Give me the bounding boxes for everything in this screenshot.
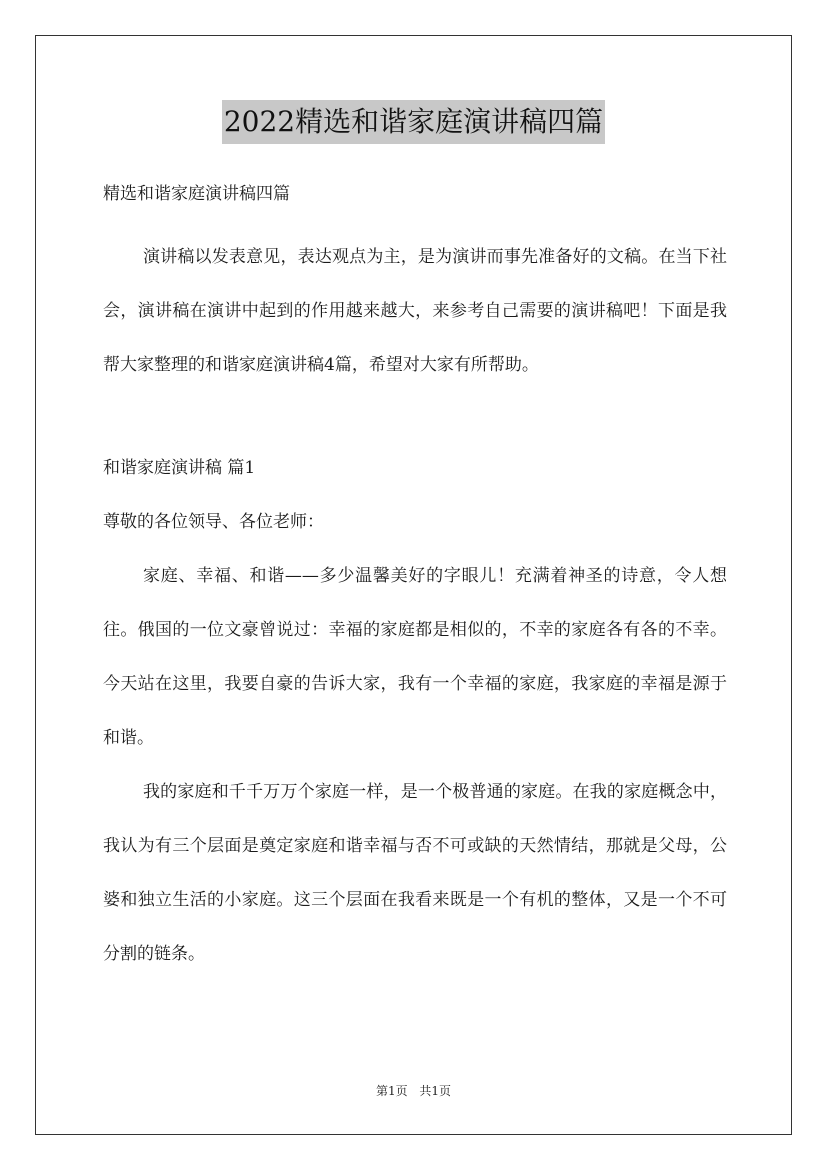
intro-paragraph: 演讲稿以发表意见，表达观点为主，是为演讲而事先准备好的文稿。在当下社会，演讲稿在演讲中起到的作用越来越大，来参考自己需要的演讲稿吧！下面是我帮大家整理的和谐家庭演讲稿4篇，希望对大家有所帮助。 bbox=[103, 247, 727, 375]
body-paragraph: 我的家庭和千千万万个家庭一样，是一个极普通的家庭。在我的家庭概念中，我认为有三个层面是奠定家庭和谐幸福与否不可或缺的天然情结，那就是父母，公婆和独立生活的小家庭。这三个层面在我看来既是一个有机的整体，又是一个不可分割的链条。 bbox=[103, 782, 727, 964]
section-heading: 和谐家庭演讲稿 篇1 bbox=[103, 458, 256, 478]
document-title: 2022精选和谐家庭演讲稿四篇 bbox=[222, 100, 605, 144]
page-total: 共1页 bbox=[419, 1084, 452, 1098]
document-body bbox=[103, 176, 727, 981]
greeting-line: 尊敬的各位领导、各位老师： bbox=[103, 512, 324, 532]
page-number: 第1页 bbox=[375, 1084, 408, 1098]
document-subtitle: 精选和谐家庭演讲稿四篇 bbox=[103, 184, 290, 204]
title-container bbox=[0, 100, 827, 144]
page-footer bbox=[0, 1082, 827, 1099]
body-paragraph: 家庭、幸福、和谐——多少温馨美好的字眼儿！充满着神圣的诗意，令人想往。俄国的一位文豪曾说过：幸福的家庭都是相似的，不幸的家庭各有各的不幸。今天站在这里，我要自豪的告诉大家，我有一个幸福的家庭，我家庭的幸福是源于和谐。 bbox=[103, 566, 727, 748]
